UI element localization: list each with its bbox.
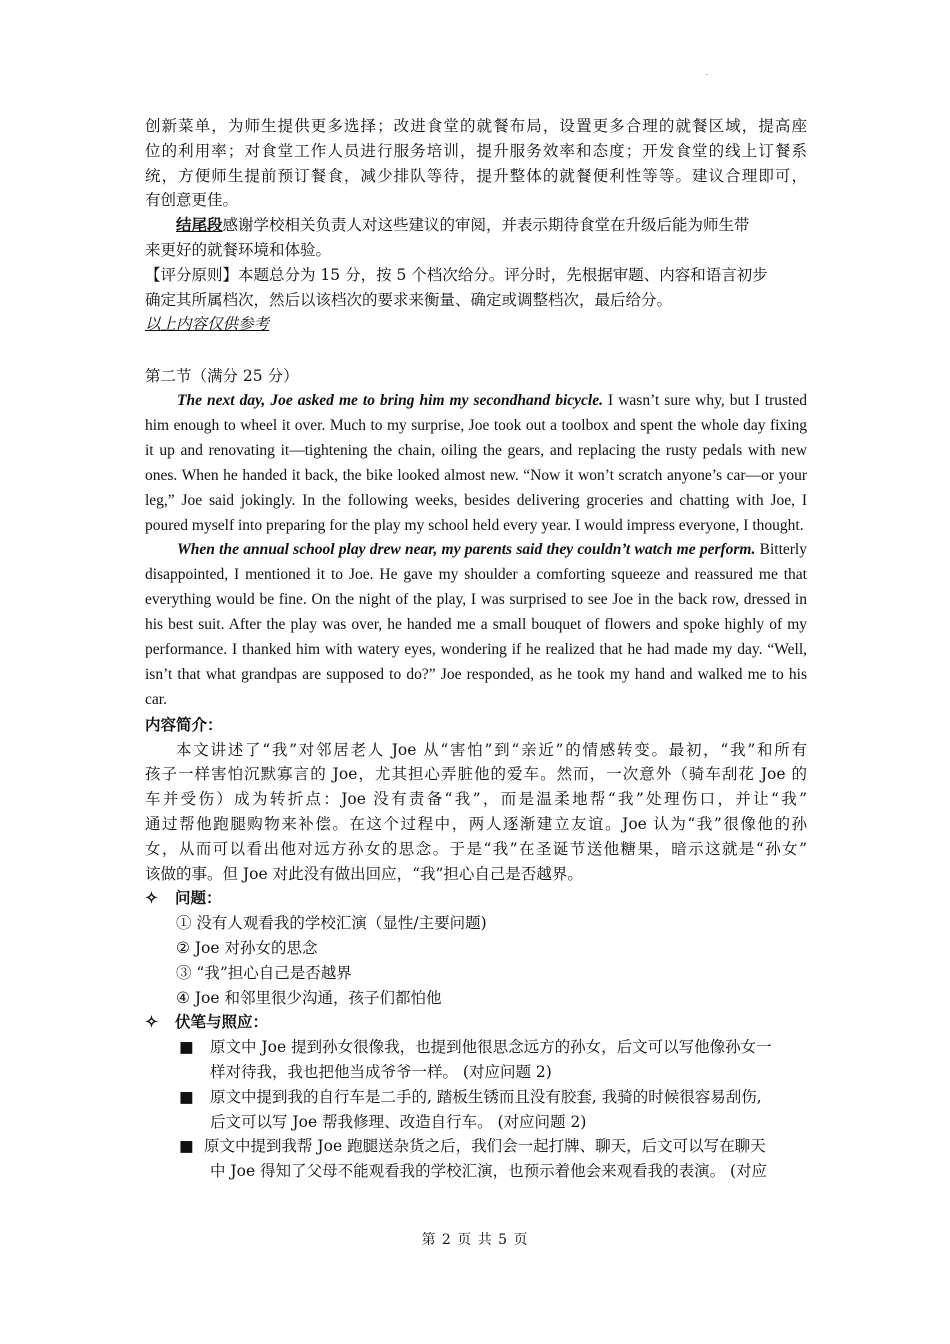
paragraph-1-body: I wasn’t sure why, but I trusted him enough to wheel it over. Much to my surprise, Joe took out a toolbox and spent the whole day fixing it up and renovating it—tightening the chain, oiling the gears, and replacing the rusty pedals with new ones. When he handed it back, the bike looked almost new. “Now it won’t scratch anyone’s car—or your leg,” Joe said jokingly. In the following weeks, besides delivering groceries and chatting with Joe, I poured myself into preparing for the play my school held every year. I would impress everyone, I thought.: [145, 391, 807, 534]
closing-label: 结尾段: [176, 215, 223, 235]
corner-mark: .: [705, 68, 708, 77]
problem-item: ① 没有人观看我的学校汇演（显性/主要问题): [176, 914, 487, 933]
paragraph-1-lead: The next day, Joe asked me to bring him my secondhand bicycle.: [177, 391, 603, 409]
paragraph-2-body: Bitterly disappointed, I mentioned it to Joe. He gave my shoulder a comforting squeeze and reassured me that everything would be fine. On the night of the play, I was surprised to see Joe in the back row, dressed in his best suit. After the play was over, he handed me a small bouquet of flowers and spoke highly of my performance. I thanked him with watery eyes, wondering if he realized that he had made my day. “Well, isn’t that what grandpas are supposed to do?” Joe responded, as he took my hand and walked me to his car.: [145, 541, 807, 708]
intro-paragraph: [145, 114, 807, 213]
square-bullet-icon: ■: [179, 1038, 194, 1057]
section-heading: 第二节（满分 25 分）: [145, 367, 299, 386]
summary-heading: 内容简介：: [145, 714, 223, 734]
summary-line: 通过帮他跑腿购物来补偿。在这个过程中，两人逐渐建立友谊。Joe 认为“我”很像他的孙: [145, 814, 807, 833]
reference-note: 以上内容仅供参考: [145, 315, 270, 334]
summary-paragraph: [145, 738, 807, 887]
problem-item: ② Joe 对孙女的思念: [176, 938, 318, 957]
problem-item: ④ Joe 和邻里很少沟通，孩子们都怕他: [176, 988, 442, 1007]
summary-line: 孩子一样害怕沉默寡言的 Joe，尤其担心弄脏他的爱车。然而，一次意外（骑车刮花 Joe 的: [145, 765, 807, 784]
sparkle-icon: ✧: [145, 1012, 158, 1032]
square-bullet-icon: ■: [179, 1087, 194, 1106]
intro-line: 创新菜单，为师生提供更多选择；改进食堂的就餐布局，设置更多合理的就餐区域，提高座: [145, 117, 807, 135]
problems-heading: ✧ 问题：: [145, 886, 807, 911]
summary-line: 该做的事。但 Joe 对此没有做出回应，“我”担心自己是否越界。: [145, 864, 583, 883]
closing-paragraph-line: [145, 213, 807, 238]
page-footer: 第 2 页 共 5 页: [421, 1232, 529, 1248]
summary-line: 本文讲述了“我”对邻居老人 Joe 从“害怕”到“亲近”的情感转变。最初，“我”和所有: [176, 740, 807, 759]
closing-text: 感谢学校相关负责人对这些建议的审阅，并表示期待食堂在升级后能为师生带: [222, 216, 750, 235]
story-paragraph-1: [145, 389, 807, 538]
foreshadow-item-cont: 中 Joe 得知了父母不能观看我的学校汇演，也预示着他会来观看我的表演。 (对应: [210, 1162, 768, 1181]
foreshadow-heading: ✧ 伏笔与照应：: [145, 1010, 807, 1035]
problem-item: ③ “我”担心自己是否越界: [176, 963, 352, 982]
paragraph-2-lead: When the annual school play drew near, my parents said they couldn’t watch me perform.: [177, 541, 756, 559]
closing-paragraph-line: 来更好的就餐环境和体验。: [145, 240, 332, 259]
foreshadow-item-cont: 后文可以写 Joe 帮我修理、改造自行车。 (对应问题 2): [210, 1112, 587, 1131]
foreshadow-item: ■ 原文中提到我帮 Joe 跑腿送杂货之后，我们会一起打牌、聊天，后文可以写在聊天: [145, 1134, 807, 1159]
document-page: [145, 0, 807, 1184]
scoring-principle: 确定其所属档次，然后以该档次的要求来衡量、确定或调整档次，最后给分。: [145, 290, 673, 309]
foreshadow-item-cont: 样对待我，我也把他当成爷爷一样。 (对应问题 2): [210, 1062, 552, 1081]
summary-line: 女，从而可以看出他对远方孙女的思念。于是“我”在圣诞节送他糖果，暗示这就是“孙女”: [145, 839, 807, 858]
foreshadow-item: ■ 原文中 Joe 提到孙女很像我，也提到他很思念远方的孙女，后文可以写他像孙女一: [145, 1035, 807, 1060]
square-bullet-icon: ■: [179, 1137, 194, 1156]
sparkle-icon: ✧: [145, 888, 158, 908]
story-paragraph-2: [145, 538, 807, 712]
intro-line: 位的利用率；对食堂工作人员进行服务培训，提升服务效率和态度；开发食堂的线上订餐系: [145, 141, 807, 160]
foreshadow-item: ■ 原文中提到我的自行车是二手的, 踏板生锈而且没有胶套, 我骑的时候很容易刮伤,: [145, 1085, 807, 1110]
scoring-principle: 【评分原则】本题总分为 15 分，按 5 个档次给分。评分时，先根据审题、内容和语言初步: [145, 265, 768, 284]
intro-line: 有创意更佳。: [145, 191, 239, 210]
summary-line: 车并受伤）成为转折点：Joe 没有责备“我”，而是温柔地帮“我”处理伤口，并让“我”: [145, 790, 807, 809]
intro-line: 统，方便师生提前预订餐食，减少排队等待，提升整体的就餐便利性等等。建议合理即可，: [145, 166, 807, 185]
